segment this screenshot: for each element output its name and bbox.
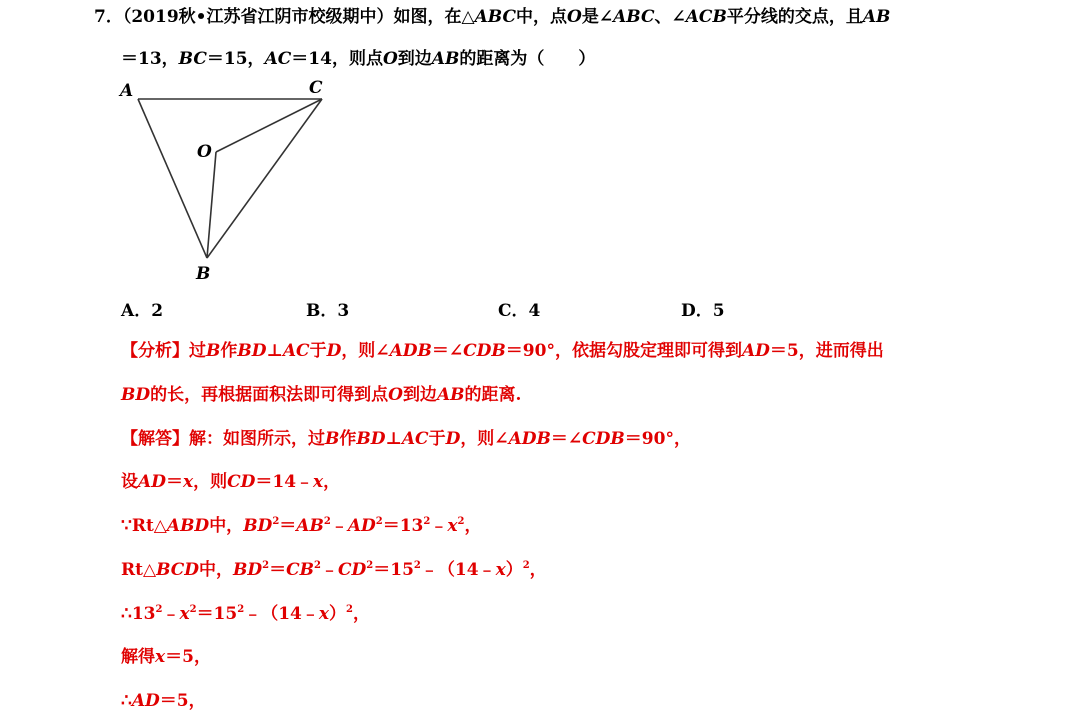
analysis-math: B [206, 341, 221, 361]
stem-text: ＝13， [121, 49, 179, 69]
option-value: 5 [712, 301, 725, 321]
solution-math: CB [286, 560, 315, 580]
solution-math: AD [138, 472, 166, 492]
solution-math: CD [227, 472, 256, 492]
triangle-figure [110, 74, 340, 286]
option-d[interactable] [681, 296, 725, 321]
option-letter: A． [121, 301, 152, 321]
solution-math: AC [401, 429, 429, 449]
stem-math: AB [431, 49, 460, 69]
segment-ob [207, 152, 216, 258]
solution-text: ﹣（14﹣ [244, 604, 319, 624]
stem-math: O [382, 49, 398, 69]
solution-text: ） [505, 560, 523, 580]
stem-text: 如图，在△ [393, 7, 475, 27]
superscript: 2 [272, 516, 280, 527]
solution-line-7 [121, 690, 206, 712]
stem-math: ACB [685, 7, 727, 27]
vertex-label-b: B [196, 264, 211, 284]
question-stem-line-1 [94, 6, 890, 28]
stem-text: 是∠ [581, 7, 614, 27]
analysis-line-2 [121, 384, 521, 406]
solution-text: ﹣ [321, 560, 338, 580]
stem-text: 、∠ [654, 7, 686, 27]
superscript: 2 [262, 560, 270, 571]
stem-text: 平分线的交点，且 [726, 7, 863, 27]
solution-text: ﹣ [430, 516, 448, 536]
solution-text: ﹣（14﹣ [420, 560, 496, 580]
analysis-text: ＝90°，依据勾股定理即可得到 [505, 341, 742, 361]
solution-math: D [445, 429, 461, 449]
stem-text: ＝14，则点 [291, 49, 383, 69]
stem-text: ＝15， [206, 49, 265, 69]
solution-math: x [318, 604, 330, 624]
solution-line-1 [121, 428, 691, 450]
option-value: 3 [337, 301, 350, 321]
analysis-math: O [388, 385, 403, 405]
question-number: 7． [94, 7, 123, 27]
option-value: 4 [528, 301, 541, 321]
solution-math: BD [233, 560, 263, 580]
solution-text: ＝15 [373, 560, 414, 580]
solution-text: 中， [199, 560, 234, 580]
solution-text: ， [323, 472, 341, 492]
superscript: 2 [375, 516, 383, 527]
analysis-text: ⊥ [266, 341, 283, 361]
stem-math: AC [264, 49, 292, 69]
stem-math: O [567, 7, 582, 27]
solution-math: x [182, 472, 194, 492]
solution-text: ＝ [269, 560, 287, 580]
analysis-text: ＝5，进而得出 [769, 341, 884, 361]
superscript: 2 [155, 604, 163, 615]
solution-text: 解：如图所示，过 [189, 429, 325, 449]
solution-text: ， [352, 604, 370, 624]
solution-text: ∵Rt△ [121, 516, 167, 536]
analysis-math: AC [282, 341, 310, 361]
analysis-text: 作 [220, 341, 238, 361]
solution-text: 作 [339, 429, 357, 449]
solution-text: 于 [428, 429, 446, 449]
superscript: 2 [189, 604, 197, 615]
solution-math: CD [338, 560, 367, 580]
solution-math: B [325, 429, 340, 449]
option-value: 2 [151, 301, 164, 321]
superscript: 2 [423, 516, 431, 527]
superscript: 2 [237, 604, 245, 615]
stem-text: 到边 [397, 49, 432, 69]
solution-text: 中， [209, 516, 244, 536]
analysis-tag: 【分析】 [121, 341, 189, 361]
superscript: 2 [522, 560, 530, 571]
solution-math: BCD [156, 560, 200, 580]
segment-oc [216, 99, 322, 152]
solution-math: BD [243, 516, 273, 536]
analysis-math: ADB [389, 341, 432, 361]
superscript: 2 [413, 560, 421, 571]
analysis-text: 到边 [402, 385, 437, 405]
solution-text: ＝13 [382, 516, 424, 536]
solution-text: ，则 [193, 472, 228, 492]
analysis-math: AB [436, 385, 465, 405]
stem-math: AB [862, 7, 891, 27]
option-b[interactable] [306, 296, 349, 321]
analysis-math: BD [237, 341, 267, 361]
question-source: （2019秋•江苏省江阴市校级期中） [122, 7, 394, 27]
analysis-text: ，则∠ [341, 341, 390, 361]
solution-line-5 [121, 603, 370, 625]
option-letter: D． [681, 301, 713, 321]
stem-math: BC [178, 49, 207, 69]
solution-math: CDB [582, 429, 625, 449]
solution-math: ADB [508, 429, 551, 449]
analysis-line-1 [121, 340, 884, 362]
solution-math: x [155, 647, 166, 667]
segment-bc [207, 99, 322, 258]
solution-line-6 [121, 646, 211, 668]
solution-math: AD [347, 516, 376, 536]
solution-text: ＝ [279, 516, 297, 536]
option-letter: B． [306, 301, 338, 321]
analysis-text: 的长，再根据面积法即可得到点 [150, 385, 389, 405]
solution-math: ABD [166, 516, 210, 536]
vertex-label-a: A [120, 81, 134, 101]
solution-text: ， [529, 560, 547, 580]
stem-text: 中，点 [516, 7, 568, 27]
stem-text: 的距离为（ ） [459, 49, 596, 69]
superscript: 2 [323, 516, 331, 527]
option-a[interactable] [121, 296, 163, 321]
solution-text: ＝14﹣ [255, 472, 314, 492]
superscript: 2 [346, 604, 353, 615]
stem-math: ABC [613, 7, 655, 27]
analysis-text: 于 [309, 341, 327, 361]
solution-text: 设 [121, 472, 138, 492]
analysis-text: 的距离. [464, 385, 522, 405]
vertex-label-c: C [309, 78, 323, 98]
solution-text: ﹣ [162, 604, 180, 624]
point-label-o: O [197, 142, 212, 162]
solution-text: ﹣ [330, 516, 348, 536]
superscript: 2 [457, 516, 465, 527]
segment-ab [138, 99, 207, 258]
solution-text: ， [464, 516, 482, 536]
solution-text: ，则∠ [460, 429, 509, 449]
solution-line-2 [121, 471, 340, 493]
solution-line-4 [121, 559, 547, 581]
solution-text: ＝15 [196, 604, 238, 624]
solution-math: BD [356, 429, 386, 449]
analysis-math: D [326, 341, 342, 361]
solution-text: ＝5， [165, 647, 211, 667]
solution-math: x [495, 560, 506, 580]
solution-math: AD [131, 691, 160, 711]
solution-text: ） [329, 604, 347, 624]
option-letter: C． [498, 301, 529, 321]
stem-math: ABC [474, 7, 517, 27]
solution-text: Rt△ [121, 560, 157, 580]
solution-tag: 【解答】 [121, 429, 189, 449]
option-c[interactable] [498, 296, 540, 321]
solution-text: 解得 [121, 647, 155, 667]
question-stem-line-2 [121, 48, 595, 70]
solution-text: ＝ [165, 472, 183, 492]
solution-math: x [447, 516, 458, 536]
solution-text: ∴ [121, 691, 132, 711]
analysis-text: 过 [189, 341, 206, 361]
solution-text: ＝90°， [624, 429, 691, 449]
superscript: 2 [314, 560, 321, 571]
solution-text: ＝5， [159, 691, 206, 711]
analysis-math: AD [741, 341, 770, 361]
analysis-math: CDB [463, 341, 506, 361]
solution-text: ∴13 [121, 604, 156, 624]
analysis-math: BD [121, 385, 151, 405]
solution-math: x [179, 604, 190, 624]
solution-math: AB [296, 516, 324, 536]
superscript: 2 [366, 560, 374, 571]
solution-text: ＝∠ [550, 429, 583, 449]
solution-math: x [313, 472, 324, 492]
solution-line-3 [121, 515, 481, 537]
solution-text: ⊥ [385, 429, 402, 449]
analysis-text: ＝∠ [431, 341, 464, 361]
